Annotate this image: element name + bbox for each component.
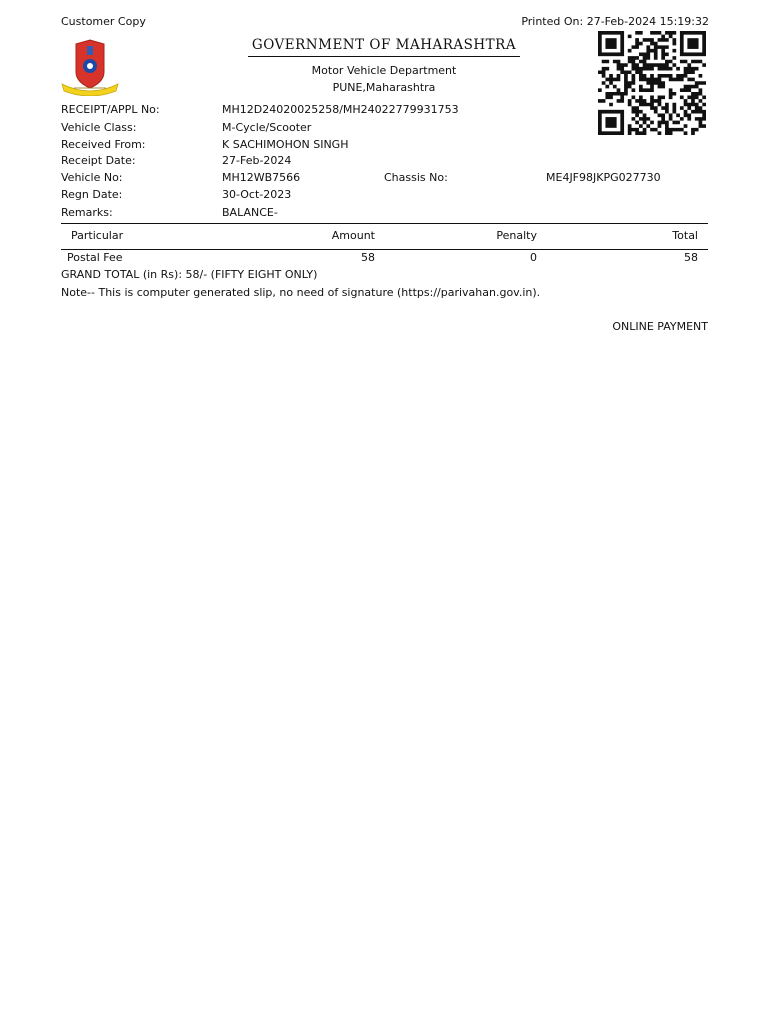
table-header-divider: [61, 249, 708, 250]
customer-copy-label: Customer Copy: [61, 15, 146, 28]
remarks-value: BALANCE-: [222, 206, 278, 219]
receipt-no-label: RECEIPT/APPL No:: [61, 103, 160, 116]
vehicle-class-value: M-Cycle/Scooter: [222, 121, 312, 134]
printed-on-timestamp: Printed On: 27-Feb-2024 15:19:32: [521, 15, 709, 28]
col-header-amount: Amount: [331, 229, 375, 242]
vehicle-no-label: Vehicle No:: [61, 171, 123, 184]
fee-row-particular: Postal Fee: [67, 251, 123, 264]
fee-row-penalty: 0: [530, 251, 537, 264]
fee-row-total: 58: [684, 251, 698, 264]
receipt-no-value: MH12D24020025258/MH24022779931753: [222, 103, 459, 116]
government-title: GOVERNMENT OF MAHARASHTRA: [248, 37, 520, 57]
received-from-value: K SACHIMOHON SINGH: [222, 138, 349, 151]
maharashtra-emblem-icon: [58, 38, 122, 96]
receipt-date-value: 27-Feb-2024: [222, 154, 292, 167]
office-city: PUNE,Maharashtra: [332, 81, 436, 94]
qr-code-icon: [598, 31, 706, 135]
received-from-label: Received From:: [61, 138, 146, 151]
department-name: Motor Vehicle Department: [311, 64, 457, 77]
col-header-penalty: Penalty: [496, 229, 537, 242]
chassis-no-label: Chassis No:: [384, 171, 448, 184]
fee-row-amount: 58: [361, 251, 375, 264]
receipt-date-label: Receipt Date:: [61, 154, 136, 167]
grand-total: GRAND TOTAL (in Rs): 58/- (FIFTY EIGHT ONLY): [61, 268, 318, 281]
vehicle-class-label: Vehicle Class:: [61, 121, 137, 134]
payment-mode: ONLINE PAYMENT: [612, 320, 708, 333]
regn-date-value: 30-Oct-2023: [222, 188, 292, 201]
regn-date-label: Regn Date:: [61, 188, 123, 201]
remarks-label: Remarks:: [61, 206, 113, 219]
computer-generated-note: Note-- This is computer generated slip, no need of signature (https://parivahan.gov.in).: [61, 286, 541, 299]
vehicle-no-value: MH12WB7566: [222, 171, 301, 184]
table-top-divider: [61, 223, 708, 224]
col-header-total: Total: [672, 229, 698, 242]
col-header-particular: Particular: [71, 229, 124, 242]
chassis-no-value: ME4JF98JKPG027730: [546, 171, 661, 184]
